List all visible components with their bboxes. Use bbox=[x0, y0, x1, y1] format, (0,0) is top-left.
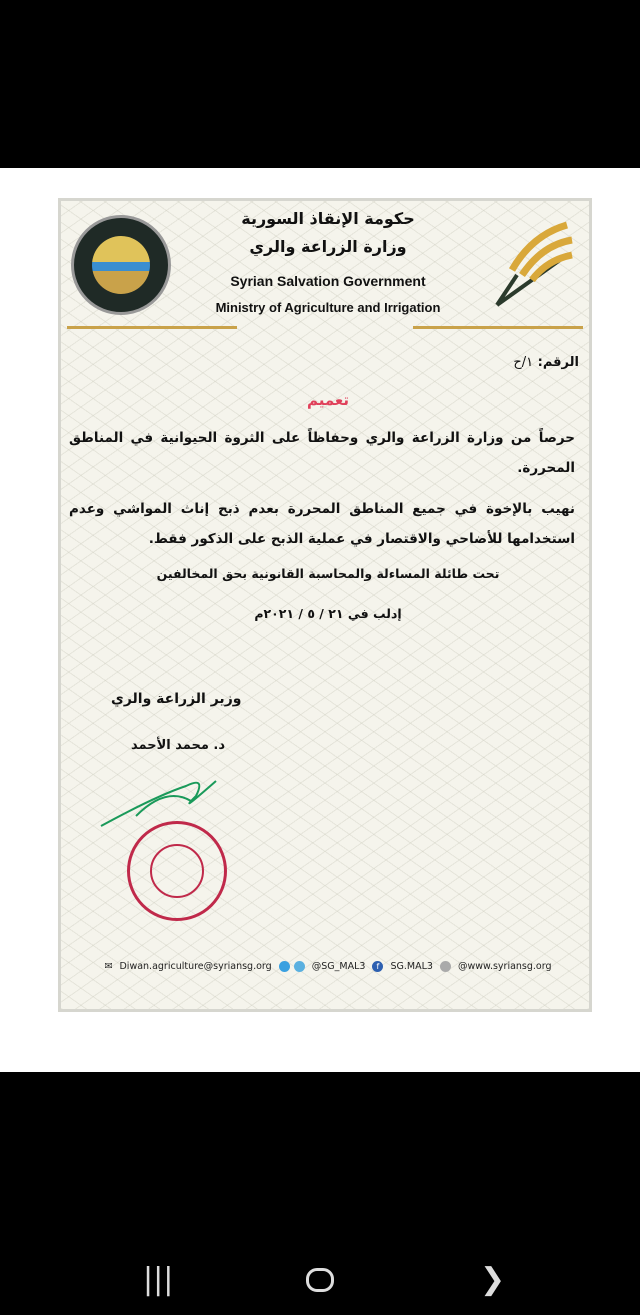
contact-footer bbox=[61, 961, 595, 972]
signatory-title: وزير الزراعة والري bbox=[111, 691, 242, 707]
header-divider-right bbox=[413, 326, 583, 329]
home-button[interactable] bbox=[306, 1268, 334, 1292]
paragraph-2: نهيب بالإخوة في جميع المناطق المحررة بعدم ذبح إناث المواشي وعدم استخدامها للأضاحي والاقتصار في عملية الذبح على الذكور فقط. bbox=[69, 501, 575, 547]
telegram-icon bbox=[294, 961, 305, 972]
twitter-icon bbox=[279, 961, 290, 972]
footer-facebook[interactable]: SG.MAL3 bbox=[390, 961, 433, 972]
envelope-icon: ✉ bbox=[104, 961, 113, 972]
paragraph-1: حرصاً من وزارة الزراعة والري وحفاظاً على الثروة الحيوانية في المناطق المحررة. bbox=[69, 430, 575, 476]
document bbox=[58, 198, 592, 1012]
government-name-en: Syrian Salvation Government bbox=[230, 273, 426, 289]
official-stamp bbox=[127, 821, 227, 921]
ministry-name-en: Ministry of Agriculture and Irrigation bbox=[215, 300, 441, 315]
reference-value: ١/ح bbox=[513, 355, 534, 370]
footer-twitter[interactable]: @SG_MAL3 bbox=[311, 961, 366, 972]
ministry-name-ar: وزارة الزراعة والري bbox=[249, 237, 407, 256]
date-line: إدلب في ٢١ / ٥ / ٢٠٢١م bbox=[254, 606, 402, 621]
warning-text: تحت طائلة المساءلة والمحاسبة القانونية بحق المخالفين bbox=[156, 566, 500, 581]
reference-label: الرقم: bbox=[537, 355, 579, 370]
government-name-ar: حكومة الإنقاذ السورية bbox=[241, 209, 415, 228]
footer-email[interactable]: Diwan.agriculture@syriansg.org bbox=[119, 961, 272, 972]
document-title: تعميم bbox=[306, 391, 350, 409]
header-divider-left bbox=[67, 326, 237, 329]
signatory-name: د. محمد الأحمد bbox=[131, 738, 226, 753]
recent-apps-button[interactable]: ||| bbox=[143, 1262, 174, 1297]
globe-icon bbox=[440, 961, 451, 972]
facebook-icon: f bbox=[372, 961, 383, 972]
footer-website[interactable]: @www.syriansg.org bbox=[458, 961, 552, 972]
back-button[interactable]: ❯ bbox=[480, 1262, 506, 1297]
reference-number bbox=[513, 355, 579, 370]
